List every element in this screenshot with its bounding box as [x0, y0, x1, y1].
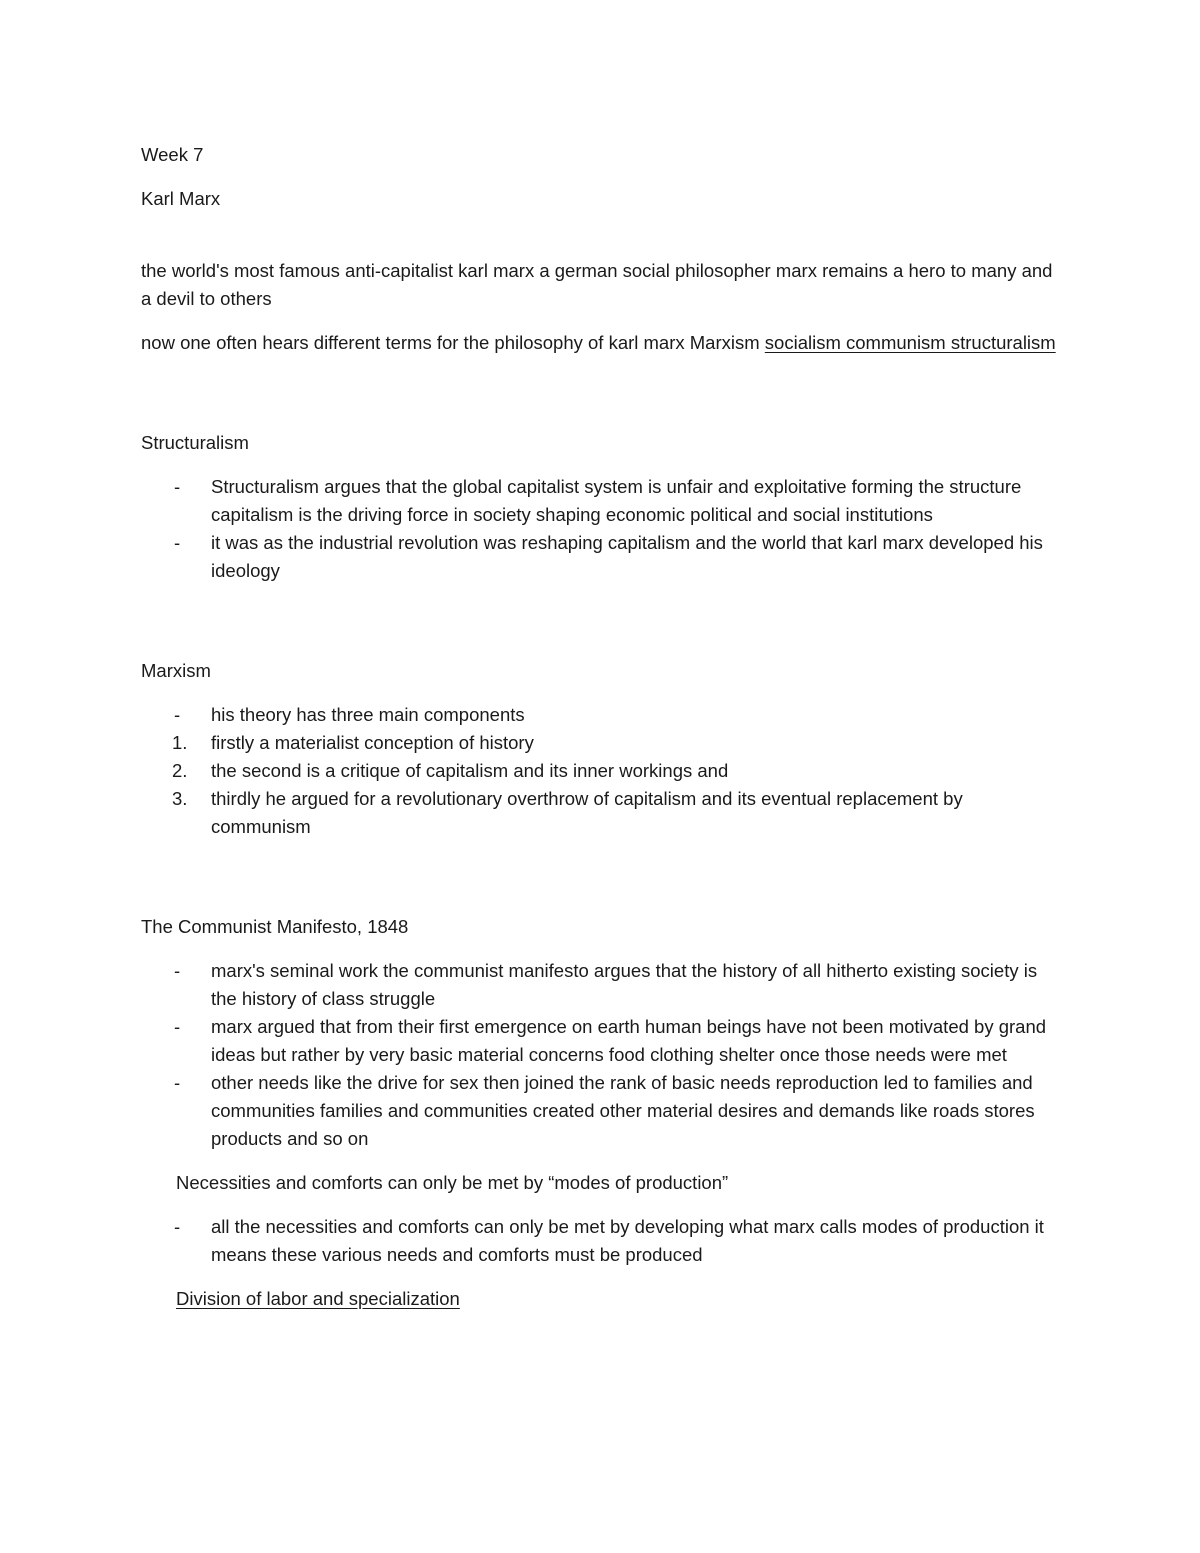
spacer: [141, 357, 1066, 429]
list-item: [141, 757, 1066, 785]
necessities-heading: Necessities and comforts can only be met by “modes of production”: [176, 1172, 729, 1193]
structuralism-heading: Structuralism: [141, 432, 249, 453]
intro-paragraph: the world's most famous anti-capitalist karl marx a german social philosopher marx remains a hero to many and a devil to others: [141, 260, 1053, 309]
list-item: [141, 529, 1066, 585]
structuralism-list: [141, 473, 1066, 585]
list-item: [141, 729, 1066, 757]
terms-underlined: socialism communism structuralism: [764, 332, 1056, 353]
list-item-text: other needs like the drive for sex then joined the rank of basic needs reproduction led to families and communities families and communities created other material desires and demands like roads stores products and so on: [211, 1072, 1035, 1149]
spacer: [141, 1269, 1066, 1285]
spacer: [141, 1153, 1066, 1169]
manifesto-heading: The Communist Manifesto, 1848: [141, 916, 409, 937]
spacer: [141, 585, 1066, 657]
document-body: [141, 141, 1066, 1313]
list-item-text: Structuralism argues that the global capitalist system is unfair and exploitative forming the structure capitalism is the driving force in society shaping economic political and social institutions: [211, 476, 1022, 525]
spacer: [141, 841, 1066, 913]
list-item: [141, 957, 1066, 1013]
list-item: [141, 1213, 1066, 1269]
terms-paragraph: [141, 329, 1066, 357]
subject-title: Karl Marx: [141, 188, 221, 209]
marxism-heading: Marxism: [141, 660, 211, 681]
dash-marker: -: [174, 704, 181, 725]
week-label: Week 7: [141, 144, 204, 165]
necessities-list: [141, 1213, 1066, 1269]
dash-marker: -: [174, 1016, 181, 1037]
list-item: [141, 785, 1066, 841]
number-marker: 1.: [172, 732, 188, 753]
list-item-text: firstly a materialist conception of history: [211, 732, 534, 753]
terms-prefix: now one often hears different terms for the philosophy of karl marx Marxism: [141, 332, 765, 353]
list-item: [141, 1069, 1066, 1153]
spacer: [141, 213, 1066, 257]
dash-marker: -: [174, 476, 181, 497]
manifesto-list: [141, 957, 1066, 1153]
division-heading: [141, 1285, 1066, 1313]
list-item-text: marx's seminal work the communist manifesto argues that the history of all hitherto existing society is the history of class struggle: [211, 960, 1038, 1009]
list-item-text: it was as the industrial revolution was reshaping capitalism and the world that karl marx developed his ideology: [211, 532, 1043, 581]
number-marker: 2.: [172, 760, 188, 781]
dash-marker: -: [174, 532, 181, 553]
marxism-numbered-list: [141, 729, 1066, 841]
list-item-text: all the necessities and comforts can only be met by developing what marx calls modes of production it means these various needs and comforts must be produced: [211, 1216, 1044, 1265]
list-item-text: thirdly he argued for a revolutionary overthrow of capitalism and its eventual replacement by communism: [211, 788, 963, 837]
number-marker: 3.: [172, 788, 188, 809]
dash-marker: -: [174, 1216, 181, 1237]
list-item-text: the second is a critique of capitalism and its inner workings and: [211, 760, 729, 781]
list-item: [141, 1013, 1066, 1069]
dash-marker: -: [174, 1072, 181, 1093]
marxism-bullet-list: [141, 701, 1066, 729]
list-item: [141, 701, 1066, 729]
list-item: [141, 473, 1066, 529]
list-item-text: marx argued that from their first emergence on earth human beings have not been motivated by grand ideas but rather by very basic material concerns food clothing shelter once those needs were met: [211, 1016, 1047, 1065]
list-item-text: his theory has three main components: [211, 704, 525, 725]
dash-marker: -: [174, 960, 181, 981]
division-heading-text: Division of labor and specialization: [176, 1288, 460, 1309]
